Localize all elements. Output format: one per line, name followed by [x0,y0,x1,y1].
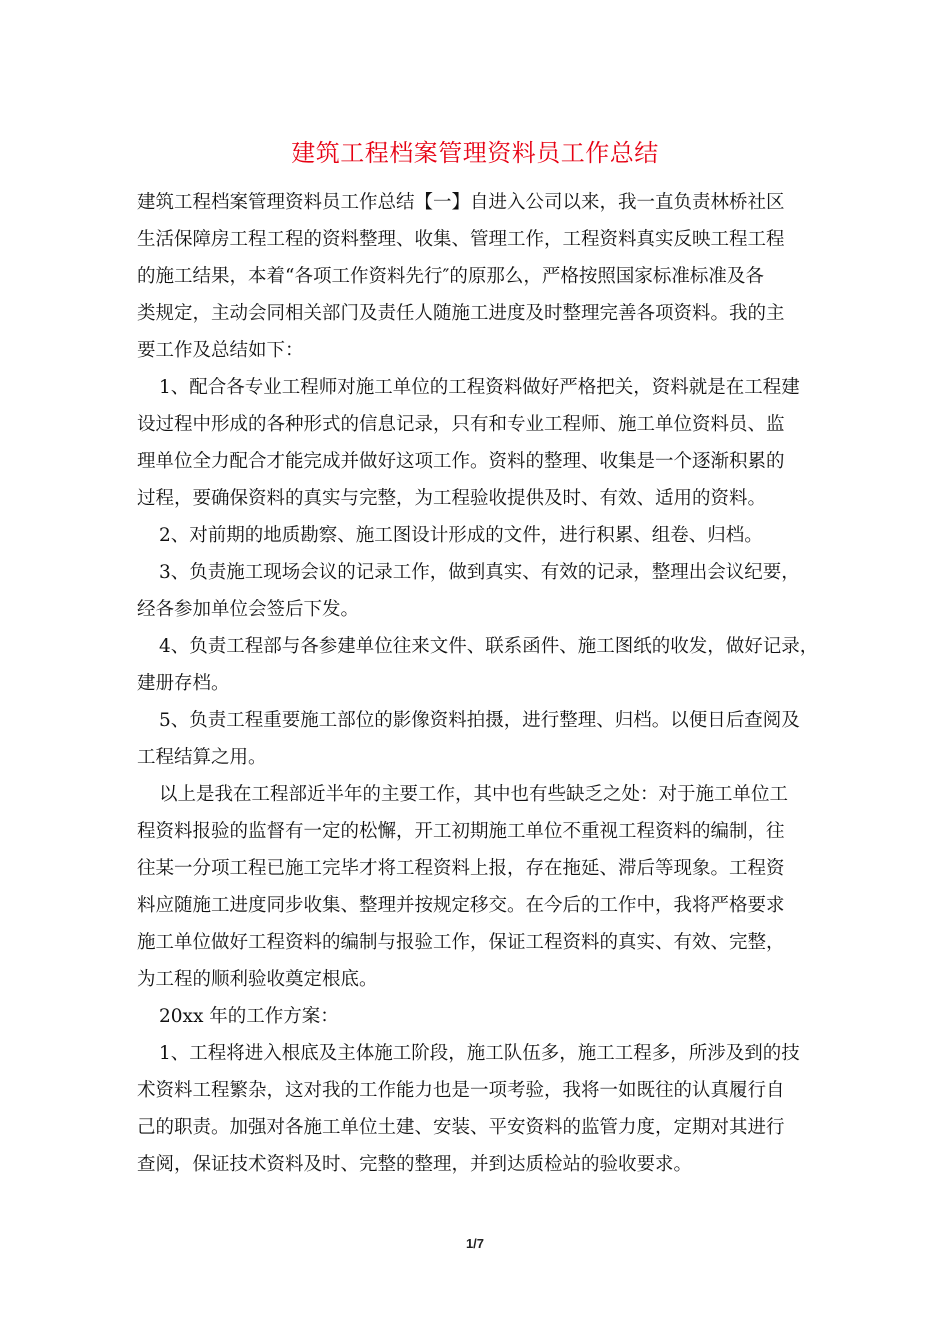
paragraph-line: 以上是我在工程部近半年的主要工作，其中也有些缺乏之处：对于施工单位工 [159,784,789,805]
paragraph-line: 2、对前期的地质勘察、施工图设计形成的文件，进行积累、组卷、归档。 [159,525,763,546]
paragraph-line: 生活保障房工程工程的资料整理、收集、管理工作，工程资料真实反映工程工程 [137,229,785,250]
document-body [137,184,837,1183]
paragraph-line: 4、负责工程部与各参建单位往来文件、联系函件、施工图纸的收发，做好记录， [159,636,819,657]
paragraph-line: 料应随施工进度同步收集、整理并按规定移交。在今后的工作中，我将严格要求 [137,895,785,916]
paragraph-line: 建筑工程档案管理资料员工作总结【一】自进入公司以来，我一直负责林桥社区 [137,192,785,213]
paragraph-line: 类规定，主动会同相关部门及责任人随施工进度及时整理完善各项资料。我的主 [137,303,785,324]
paragraph-line: 往某一分项工程已施工完毕才将工程资料上报，存在拖延、滞后等现象。工程资 [137,858,785,879]
paragraph-line: 1、配合各专业工程师对施工单位的工程资料做好严格把关，资料就是在工程建 [159,377,800,398]
paragraph-line: 3、负责施工现场会议的记录工作，做到真实、有效的记录，整理出会议纪要， [159,562,800,583]
document-title: 建筑工程档案管理资料员工作总结 [291,139,659,167]
paragraph-line: 设过程中形成的各种形式的信息记录，只有和专业工程师、施工单位资料员、监 [137,414,785,435]
paragraph-line: 的施工结果，本着“各项工作资料先行″的原那么，严格按照国家标准标准及各 [137,266,764,287]
paragraph-line: 理单位全力配合才能完成并做好这项工作。资料的整理、收集是一个逐渐积累的 [137,451,785,472]
paragraph-line: 施工单位做好工程资料的编制与报验工作，保证工程资料的真实、有效、完整， [137,932,785,953]
paragraph-line: 20xx 年的工作方案： [159,1006,339,1027]
paragraph-line: 术资料工程繁杂，这对我的工作能力也是一项考验，我将一如既往的认真履行自 [137,1080,785,1101]
paragraph-line: 工程结算之用。 [137,747,267,768]
paragraph-line: 要工作及总结如下： [137,340,304,361]
paragraph-line: 程资料报验的监督有一定的松懈，开工初期施工单位不重视工程资料的编制，往 [137,821,785,842]
paragraph-line: 查阅，保证技术资料及时、完整的整理，并到达质检站的验收要求。 [137,1154,693,1175]
page-number: 1/7 [465,1236,485,1251]
paragraph-line: 为工程的顺利验收奠定根底。 [137,969,378,990]
paragraph-line: 1、工程将进入根底及主体施工阶段，施工队伍多，施工工程多，所涉及到的技 [159,1043,800,1064]
paragraph-line: 经各参加单位会签后下发。 [137,599,360,620]
paragraph-line: 5、负责工程重要施工部位的影像资料拍摄，进行整理、归档。以便日后查阅及 [159,710,800,731]
paragraph-line: 过程，要确保资料的真实与完整，为工程验收提供及时、有效、适用的资料。 [137,488,767,509]
paragraph-line: 己的职责。加强对各施工单位土建、安装、平安资料的监管力度，定期对其进行 [137,1117,785,1138]
paragraph-line: 建册存档。 [137,673,230,694]
